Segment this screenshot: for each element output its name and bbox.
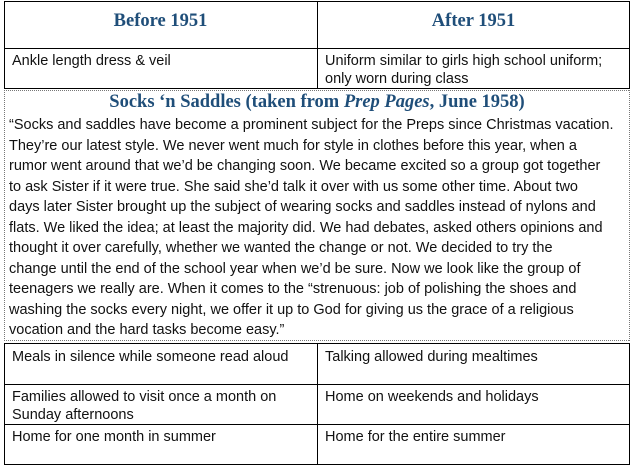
box-title: Socks ‘n Saddles (taken from Prep Pages, June 1958) bbox=[109, 92, 525, 112]
table-cell: Home for the entire summer bbox=[325, 429, 506, 445]
table-cell: Families allowed to visit once a month on Sunday afternoons bbox=[12, 389, 277, 423]
quote-text bbox=[9, 115, 629, 341]
quote-line: teenagers we really are. When it comes to the “strenuous: job of polishing the shoes and bbox=[9, 281, 577, 297]
table-cell: Meals in silence while someone read aloud bbox=[12, 349, 289, 365]
table-cell: Talking allowed during mealtimes bbox=[325, 349, 538, 365]
box-border bbox=[4, 90, 5, 341]
quote-line: vocation and the hard tasks become easy.” bbox=[9, 322, 285, 338]
table-border bbox=[4, 343, 5, 465]
quote-line: They’re our latest style. We never went much for style in clothes before this year, when a bbox=[9, 137, 577, 154]
box-border bbox=[629, 90, 630, 341]
header-before-1951: Before 1951 bbox=[113, 11, 208, 31]
table-cell: Uniform similar to girls high school uniform; only worn during class bbox=[325, 53, 603, 87]
quote-line: to ask Sister if it were true. She said she’d talk it over with us some other time. About two bbox=[9, 178, 578, 195]
table-cell: Home for one month in summer bbox=[12, 429, 216, 445]
box-border bbox=[4, 90, 629, 91]
quote-line: days later Sister brought up the subject of wearing socks and saddles instead of nylons and bbox=[9, 199, 596, 215]
table-cell: Home on weekends and holidays bbox=[325, 389, 539, 405]
table-border bbox=[629, 343, 630, 465]
quote-line: washing the socks every night, we offer it up to God for giving us the grace of a religious bbox=[9, 301, 574, 318]
header-after-1951: After 1951 bbox=[431, 11, 516, 31]
quote-line: flats. We liked the idea; at least the majority did. We had debates, asked others opinions and bbox=[9, 219, 603, 236]
quote-line: rumor went around that we’d be changing soon. We became excited so a group got together bbox=[9, 158, 601, 174]
table-cell: Ankle length dress & veil bbox=[12, 53, 171, 69]
quote-line: thought it over carefully, whether we wanted the change or not. We decided to try the bbox=[9, 240, 553, 256]
quote-line: change until the end of the school year when we’d be sure. Now we look like the group of bbox=[9, 260, 581, 277]
table-border bbox=[317, 343, 318, 465]
quote-line: “Socks and saddles have become a prominent subject for the Preps since Christmas vacation. bbox=[9, 117, 614, 133]
